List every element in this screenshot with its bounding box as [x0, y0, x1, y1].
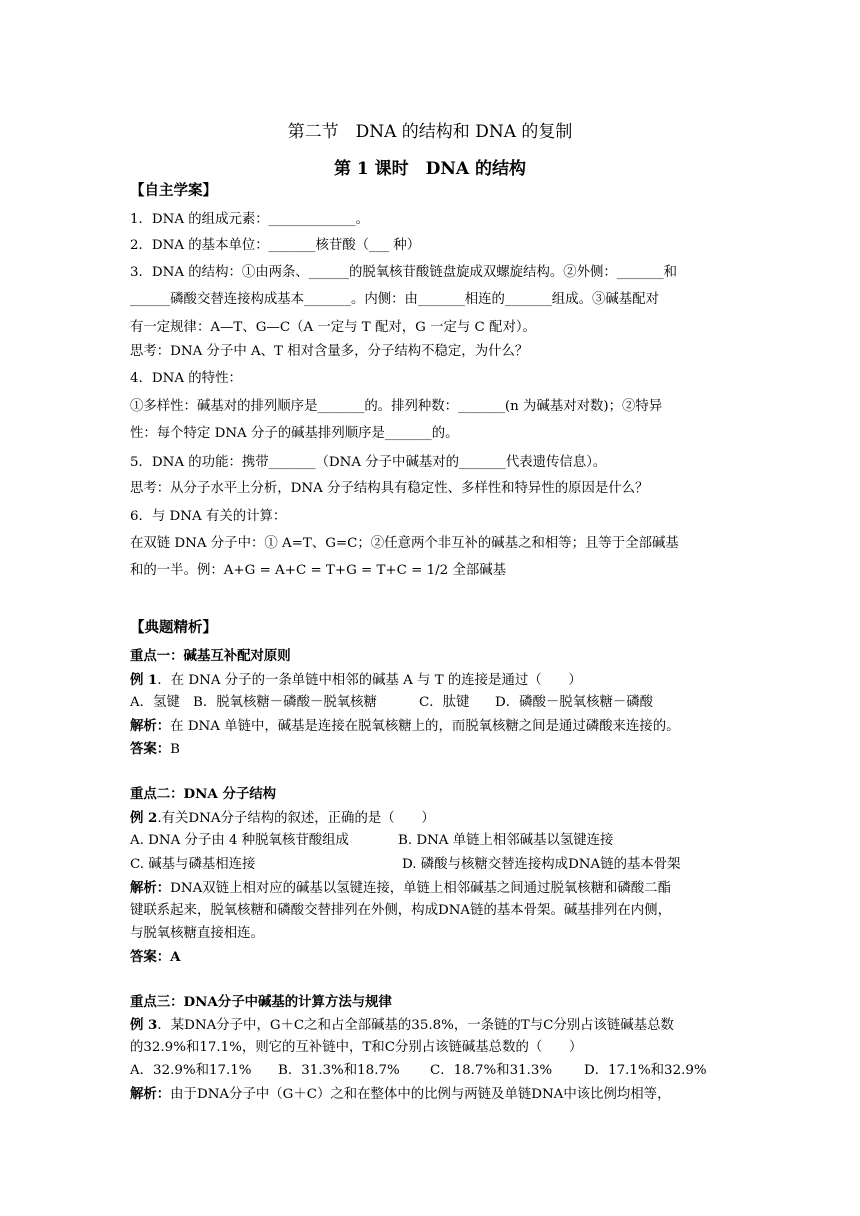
zizhu-line: 2．DNA 的基本单位：_______核苷酸（___ 种） — [130, 238, 421, 253]
answer-label: 答案： — [130, 741, 171, 757]
answer-label: 答案： — [130, 949, 171, 965]
zizhu-line: 4．DNA 的特性： — [130, 371, 242, 386]
option-a: A．氢键 — [130, 695, 180, 710]
zizhu-line: ______磷酸交替连接构成基本_______。内侧：由_______相连的_______组成。③碱基配对 — [130, 292, 659, 307]
key-point-1-title: 重点一：碱基互补配对原则 — [130, 648, 291, 664]
example-1-analysis — [130, 716, 735, 737]
analysis-text: DNA双链上相对应的碱基以氢键连接，单链上相邻碱基之间通过脱氧核糖和磷酸二酯 — [170, 881, 671, 896]
example-label: 例 1 — [130, 672, 158, 688]
example-1-options — [130, 693, 720, 713]
zizhu-heading: 【自主学案】 — [130, 182, 217, 199]
zizhu-line: 有一定规律：A—T、G—C（A 一定与 T 配对，G 一定与 C 配对）。 — [130, 320, 536, 335]
zizhu-line: 和的一半。例：A+G = A+C = T+G = T+C = 1/2 全部碱基 — [130, 563, 507, 578]
analysis-label: 解析： — [130, 718, 171, 734]
lesson-title: 第 1 课时 DNA 的结构 — [333, 159, 527, 179]
key-point-2-title: 重点二：DNA 分子结构 — [130, 786, 277, 802]
example-label: 例 2 — [130, 810, 158, 826]
example-3-question-cont: 的32.9%和17.1%，则它的互补链中，T和C分别占该链碱基总数的（ ） — [130, 1040, 583, 1055]
zizhu-line: 6．与 DNA 有关的计算： — [130, 509, 287, 524]
example-2-analysis — [130, 878, 735, 899]
dianti-heading: 【典题精析】 — [130, 619, 217, 636]
zizhu-line: 3．DNA 的结构：①由两条、______的脱氧核苷酸链盘旋成双螺旋结构。②外侧：_______和 — [130, 265, 678, 280]
analysis-text: 在 DNA 单链中，碱基是连接在脱氧核糖上的，而脱氧核糖之间是通过磷酸来连接的。 — [170, 719, 680, 734]
example-2-analysis-cont: 与脱氧核糖直接相连。 — [130, 926, 264, 941]
zizhu-line: 5．DNA 的功能：携带_______（DNA 分子中碱基对的_______代表遗传信息）。 — [130, 455, 607, 470]
zizhu-line: 性：每个特定 DNA 分子的碱基排列顺序是_______的。 — [130, 426, 459, 441]
example-3-options — [130, 1061, 735, 1081]
example-2-options-row-1 — [130, 831, 735, 851]
analysis-label: 解析： — [130, 1086, 171, 1102]
example-3-analysis — [130, 1084, 735, 1105]
question-text: ．在 DNA 分子的一条单链中相邻的碱基 A 与 T 的连接是通过（ ） — [157, 673, 582, 688]
question-text: .有关DNA分子结构的叙述，正确的是（ ） — [157, 811, 435, 826]
zizhu-line: ①多样性：碱基对的排列顺序是_______的。排列种数：_______(n 为碱基对对数)；②特异 — [130, 399, 663, 414]
zizhu-line: 思考：DNA 分子中 A、T 相对含量多，分子结构不稳定，为什么？ — [130, 344, 529, 359]
example-2-options-row-2 — [130, 855, 735, 875]
option-d: D. 磷酸与核糖交替连接构成DNA链的基本骨架 — [402, 857, 681, 872]
question-text: ．某DNA分子中，G＋C之和占全部碱基的35.8%，一条链的T与C分别占该链碱基总数 — [157, 1018, 674, 1033]
option-a: A. DNA 分子由 4 种脱氧核苷酸组成 — [130, 833, 349, 848]
option-b: B．31.3%和18.7% — [278, 1063, 400, 1078]
example-2-question — [130, 808, 735, 829]
option-c: C．肽键 — [419, 695, 470, 710]
example-3-question — [130, 1015, 735, 1036]
analysis-text: 由于DNA分子中（G＋C）之和在整体中的比例与两链及单链DNA中该比例均相等， — [170, 1087, 671, 1102]
option-a: A．32.9%和17.1% — [130, 1063, 252, 1078]
answer-text: A — [170, 949, 181, 965]
option-d: D．17.1%和32.9% — [584, 1063, 707, 1078]
option-c: C．18.7%和31.3% — [430, 1063, 553, 1078]
section-title: 第二节 DNA 的结构和 DNA 的复制 — [287, 122, 573, 142]
example-1-question — [130, 670, 735, 691]
example-label: 例 3 — [130, 1017, 158, 1033]
key-point-3-title: 重点三：DNA分子中碱基的计算方法与规律 — [130, 994, 392, 1010]
option-d: D．磷酸－脱氧核糖－磷酸 — [495, 695, 654, 710]
answer-text: B — [170, 742, 181, 757]
zizhu-line: 思考：从分子水平上分析，DNA 分子结构具有稳定性、多样性和特异性的原因是什么？ — [130, 481, 649, 496]
example-2-analysis-cont: 键联系起来，脱氧核糖和磷酸交替排列在外侧，构成DNA链的基本骨架。碱基排列在内侧， — [130, 903, 671, 918]
example-1-answer — [130, 739, 735, 760]
option-b: B. DNA 单链上相邻碱基以氢键连接 — [398, 833, 614, 848]
option-c: C. 碱基与磷基相连接 — [130, 857, 256, 872]
zizhu-line: 1．DNA 的组成元素：_____________。 — [130, 212, 370, 227]
option-b: B．脱氧核糖－磷酸－脱氧核糖 — [193, 695, 377, 710]
example-2-answer — [130, 947, 735, 968]
analysis-label: 解析： — [130, 880, 171, 896]
zizhu-line: 在双链 DNA 分子中：① A=T、G=C；②任意两个非互补的碱基之和相等；且等于全部碱基 — [130, 536, 679, 551]
